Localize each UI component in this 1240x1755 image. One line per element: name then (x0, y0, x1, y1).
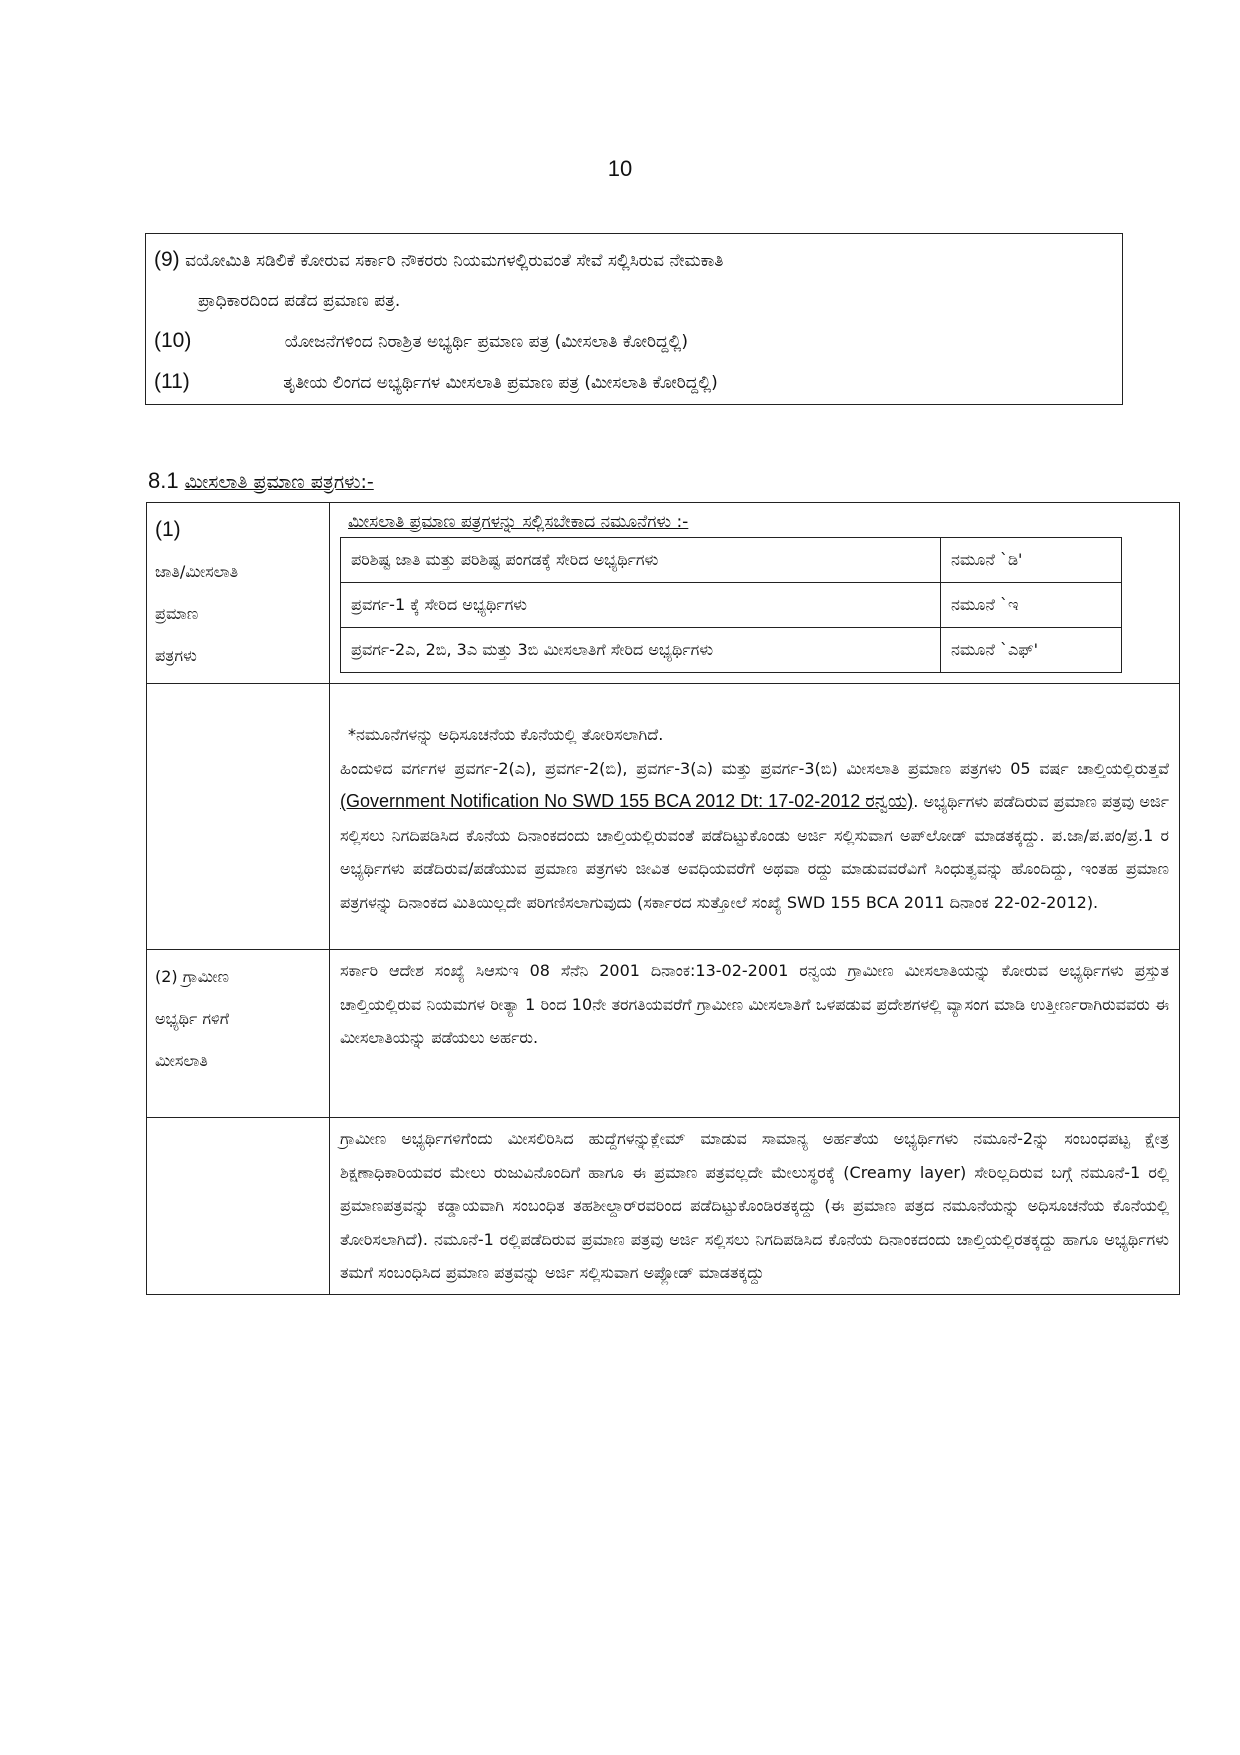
validity-paragraph (340, 752, 1169, 920)
document-list-box (145, 233, 1123, 405)
table-row (147, 684, 1180, 950)
item-number: (10) (154, 329, 192, 352)
list-item-10 (154, 321, 1112, 362)
label-line: (2) ಗ್ರಾಮೀಣ (155, 967, 230, 986)
forms-note: *ನಮೂನೆಗಳನ್ನು ಅಧಿಸೂಚನೆಯ ಕೊನೆಯಲ್ಲಿ ತೋರಿಸಲಾಗಿದೆ. (348, 725, 664, 744)
form-cell: ನಮೂನೆ `ಇ (941, 583, 1122, 628)
table-row (341, 628, 1122, 673)
row-label-empty (147, 1118, 330, 1295)
row-label (147, 950, 330, 1118)
reservation-certificates-table (146, 502, 1180, 1295)
notification-reference: (Government Notification No SWD 155 BCA 2012 Dt: 17-02-2012 ರನ್ವಯ) (340, 791, 914, 811)
label-line: ಪತ್ರಗಳು (155, 646, 197, 665)
row-label (147, 503, 330, 684)
row-content (330, 950, 1180, 1118)
section-title: ಮೀಸಲಾತಿ ಪ್ರಮಾಣ ಪತ್ರಗಳು:- (184, 471, 374, 493)
table-row (341, 583, 1122, 628)
table-row (147, 1118, 1180, 1295)
forms-subheading: ಮೀಸಲಾತಿ ಪ್ರಮಾಣ ಪತ್ರಗಳನ್ನು ಸಲ್ಲಿಸಬೇಕಾದ ನಮೂನೆಗಳು :- (348, 512, 689, 532)
section-heading (148, 468, 374, 494)
label-line: ಪ್ರಮಾಣ (155, 604, 199, 623)
item-text: ಯೋಜನೆಗಳಿಂದ ನಿರಾಶ್ರಿತ ಅಭ್ಯರ್ಥಿ ಪ್ರಮಾಣ ಪತ್ರ (ಮೀಸಲಾತಿ ಕೋರಿದ್ದಲ್ಲಿ) (284, 332, 688, 352)
form-cell: ನಮೂನೆ `ಡಿ' (941, 538, 1122, 583)
row-content (330, 1118, 1180, 1295)
category-cell: ಪರಿಶಿಷ್ಟ ಜಾತಿ ಮತ್ತು ಪರಿಶಿಷ್ಟ ಪಂಗಡಕ್ಕೆ ಸೇರಿದ ಅಭ್ಯರ್ಥಿಗಳು (341, 538, 941, 583)
table-row (341, 538, 1122, 583)
item-number: (11) (154, 370, 190, 393)
category-cell: ಪ್ರವರ್ಗ-2ಎ, 2ಬಿ, 3ಎ ಮತ್ತು 3ಬಿ ಮೀಸಲಾತಿಗೆ ಸೇರಿದ ಅಭ್ಯರ್ಥಿಗಳು (341, 628, 941, 673)
row-label-empty (147, 684, 330, 950)
table-row (147, 950, 1180, 1118)
label-line: ಜಾತಿ/ಮೀಸಲಾತಿ (155, 562, 239, 581)
item-text: ವಯೋಮಿತಿ ಸಡಿಲಿಕೆ ಕೋರುವ ಸರ್ಕಾರಿ ನೌಕರರು ನಿಯಮಗಳಲ್ಲಿರುವಂತೆ ಸೇವೆ ಸಲ್ಲಿಸಿರುವ ನೇಮಕಾತಿ (185, 251, 724, 271)
item-number: (9) (154, 248, 180, 271)
list-item-9 (154, 240, 1112, 281)
creamy-layer-paragraph: ಗ್ರಾಮೀಣ ಅಭ್ಯರ್ಥಿಗಳಿಗೆಂದು ಮೀಸಲಿರಿಸಿದ ಹುದ್ದೆಗಳನ್ನುಕ್ಲೇಮ್ ಮಾಡುವ ಸಾಮಾನ್ಯ ಅರ್ಹತೆಯ ಅಭ್ಯರ್ಥಿಗಳು ನಮೂನೆ-2ನ್ನು ಸಂಬಂಧಪಟ್ಟ ಕ್ಷೇತ್ರ ಶಿಕ್ಷಣಾಧಿಕಾರಿಯವರ ಮೇಲು ರುಜುವಿನೊಂದಿಗೆ ಹಾಗೂ ಈ ಪ್ರಮಾಣ ಪತ್ರವಲ್ಲದೇ ಮೇಲುಸ್ಥರಕ್ಕೆ (Creamy layer) ಸೇರಿಲ್ಲದಿರುವ ಬಗ್ಗೆ ನಮೂನೆ-1 ರಲ್ಲಿ ಪ್ರಮಾಣಪತ್ರವನ್ನು ಕಡ್ಡಾಯವಾಗಿ ಸಂಬಂಧಿತ ತಹಶೀಲ್ದಾರ್‌ರವರಿಂದ ಪಡೆದಿಟ್ಟುಕೊಂಡಿರತಕ್ಕದ್ದು (ಈ ಪ್ರಮಾಣ ಪತ್ರದ ನಮೂನೆಯನ್ನು ಅಧಿಸೂಚನೆಯ ಕೊನೆಯಲ್ಲಿ ತೋರಿಸಲಾಗಿದೆ). ನಮೂನೆ-1 ರಲ್ಲಿಪಡೆದಿರುವ ಪ್ರಮಾಣ ಪತ್ರವು ಅರ್ಜಿ ಸಲ್ಲಿಸಲು ನಿಗದಿಪಡಿಸಿದ ಕೊನೆಯ ದಿನಾಂಕದಂದು ಚಾಲ್ತಿಯಲ್ಲಿರತಕ್ಕದ್ದು ಹಾಗೂ ಅಭ್ಯರ್ಥಿಗಳು ತಮಗೆ ಸಂಬಂಧಿಸಿದ ಪ್ರಮಾಣ ಪತ್ರವನ್ನು ಅರ್ಜಿ ಸಲ್ಲಿಸುವಾಗ ಅಪ್ಲೋಡ್ ಮಾಡತಕ್ಕದ್ದು (340, 1129, 1169, 1282)
list-item-9-continuation: ಪ್ರಾಧಿಕಾರದಿಂದ ಪಡೆದ ಪ್ರಮಾಣ ಪತ್ರ. (198, 291, 401, 311)
category-cell: ಪ್ರವರ್ಗ-1 ಕ್ಕೆ ಸೇರಿದ ಅಭ್ಯರ್ಥಿಗಳು (341, 583, 941, 628)
row-content (330, 684, 1180, 950)
list-item-11 (154, 362, 1112, 403)
label-number: (1) (155, 518, 181, 541)
para-text: . ಅಭ್ಯರ್ಥಿಗಳು ಪಡೆದಿರುವ ಪ್ರಮಾಣ ಪತ್ರವು ಅರ್ಜಿ ಸಲ್ಲಿಸಲು ನಿಗದಿಪಡಿಸಿದ ಕೊನೆಯ ದಿನಾಂಕದಂದು ಚಾಲ್ತಿಯಲ್ಲಿರುವಂತೆ ಪಡೆದಿಟ್ಟುಕೊಂಡು ಅರ್ಜಿ ಸಲ್ಲಿಸುವಾಗ ಅಪ್‌ಲೋಡ್ ಮಾಡತಕ್ಕದ್ದು. ಪ.ಜಾ/ಪ.ಪಂ/ಪ್ರ.1 ರ ಅಭ್ಯರ್ಥಿಗಳು ಪಡೆದಿರುವ/ಪಡೆಯುವ ಪ್ರಮಾಣ ಪತ್ರಗಳು ಜೀವಿತ ಅವಧಿಯವರೆಗೆ ಅಥವಾ ರದ್ದು ಮಾಡುವವರೆವಿಗೆ ಸಿಂಧುತ್ವವನ್ನು ಹೊಂದಿದ್ದು, ಇಂತಹ ಪ್ರಮಾಣ ಪತ್ರಗಳನ್ನು ದಿನಾಂಕದ ಮಿತಿಯಿಲ್ಲದೇ ಪರಿಗಣಿಸಲಾಗುವುದು (ಸರ್ಕಾರದ ಸುತ್ತೋಲೆ ಸಂಖ್ಯೆ SWD 155 BCA 2011 ದಿನಾಂಕ 22-02-2012). (340, 792, 1169, 912)
section-number: 8.1 (148, 468, 179, 493)
row-content (330, 503, 1180, 684)
label-line: ಅಭ್ಯರ್ಥಿ ಗಳಿಗೆ (155, 1009, 230, 1028)
rural-reservation-paragraph: ಸರ್ಕಾರಿ ಆದೇಶ ಸಂಖ್ಯೆ ಸಿಆಸುಇ 08 ಸೆನೆನಿ 2001 ದಿನಾಂಕ:13-02-2001 ರನ್ವಯ ಗ್ರಾಮೀಣ ಮೀಸಲಾತಿಯನ್ನು ಕೋರುವ ಅಭ್ಯರ್ಥಿಗಳು ಪ್ರಸ್ತುತ ಚಾಲ್ತಿಯಲ್ಲಿರುವ ನಿಯಮಗಳ ರೀತ್ಯಾ 1 ರಿಂದ 10ನೇ ತರಗತಿಯವರೆಗೆ ಗ್ರಾಮೀಣ ಮೀಸಲಾತಿಗೆ ಒಳಪಡುವ ಪ್ರದೇಶಗಳಲ್ಲಿ ವ್ಯಾಸಂಗ ಮಾಡಿ ಉತ್ತೀರ್ಣರಾಗಿರುವವರು ಈ ಮೀಸಲಾತಿಯನ್ನು ಪಡೆಯಲು ಅರ್ಹರು. (340, 961, 1169, 1047)
table-row (147, 503, 1180, 684)
para-text: ಹಿಂದುಳಿದ ವರ್ಗಗಳ ಪ್ರವರ್ಗ-2(ಎ), ಪ್ರವರ್ಗ-2(ಬಿ), ಪ್ರವರ್ಗ-3(ಎ) ಮತ್ತು ಪ್ರವರ್ಗ-3(ಬಿ) ಮೀಸಲಾತಿ ಪ್ರಮಾಣ ಪತ್ರಗಳು 05 ವರ್ಷ ಚಾಲ್ತಿಯಲ್ಲಿರುತ್ತವೆ (340, 758, 1169, 778)
item-text: ತೃತೀಯ ಲಿಂಗದ ಅಭ್ಯರ್ಥಿಗಳ ಮೀಸಲಾತಿ ಪ್ರಮಾಣ ಪತ್ರ (ಮೀಸಲಾತಿ ಕೋರಿದ್ದಲ್ಲಿ) (283, 373, 718, 393)
forms-table (340, 537, 1122, 673)
page-number: 10 (607, 156, 633, 181)
label-line: ಮೀಸಲಾತಿ (155, 1051, 208, 1070)
form-cell: ನಮೂನೆ `ಎಫ್' (941, 628, 1122, 673)
